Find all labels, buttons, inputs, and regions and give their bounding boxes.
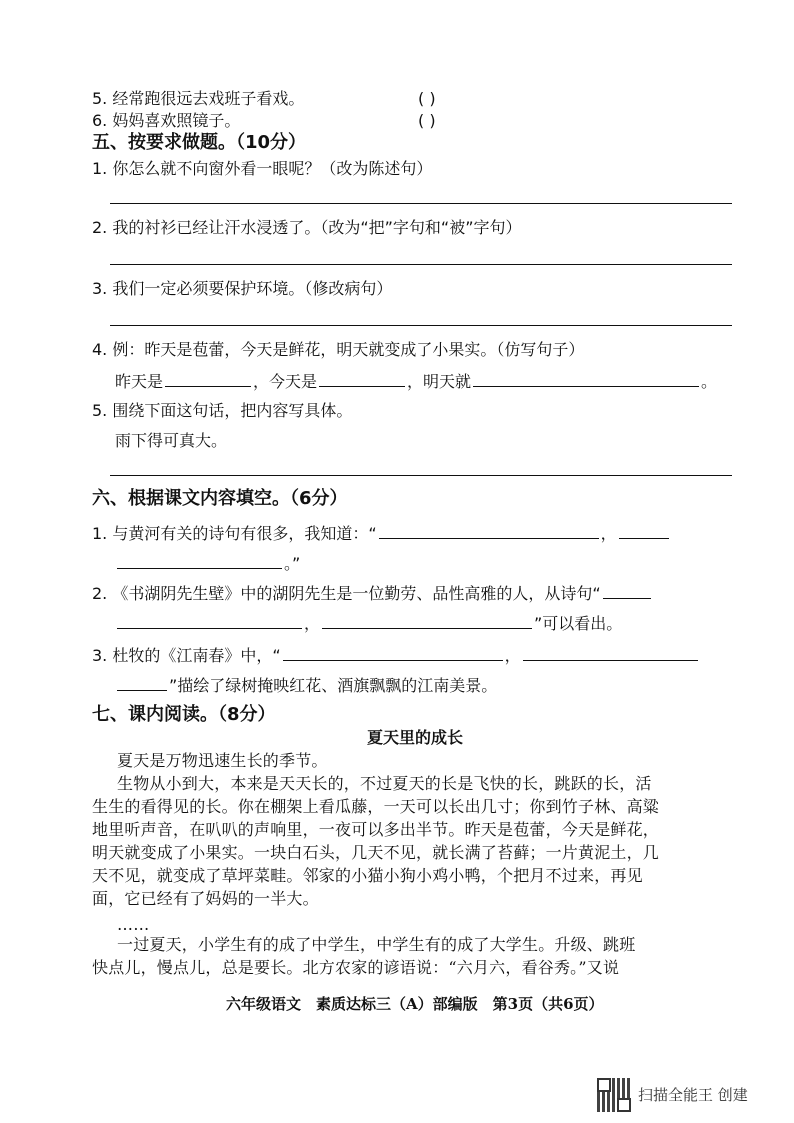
answer-paren-6[interactable]: ( ) [418,111,436,130]
question-5-5: 5. 围绕下面这句话，把内容写具体。 [92,401,353,420]
blank-6-2-b[interactable] [117,612,302,629]
comma-6-3: ， [504,646,521,665]
passage-line: 快点儿，慢点儿，总是要长。北方农家的谚语说：“六月六，看谷秀。”又说 [92,958,620,977]
comma-6-2: ， [304,614,321,633]
passage-line: 生物从小到大，本来是天天长的，不过夏天的长是飞快的长，跳跃的长，活 [117,774,652,793]
question-6-2-cont [115,612,622,635]
imitation-end: 。 [701,372,718,391]
question-5-2: 2. 我的衬衫已经让汗水浸透了。（改为“把”字句和“被”字句） [92,218,522,237]
passage-line: 地里听声音，在叭叭的声响里，一夜可以多出半节。昨天是苞蕾，今天是鲜花， [92,820,660,839]
imitation-prefix-a: 昨天是 [115,372,164,391]
blank-6-3-b[interactable] [523,644,698,661]
question-6-2-end: ”可以看出。 [534,614,623,633]
imitation-row [115,370,717,393]
blank-6-3-c[interactable] [117,674,167,691]
question-6-1 [92,522,671,545]
blank-6-1-c[interactable] [117,552,282,569]
blank-6-3-a[interactable] [283,644,503,661]
blank-6-1-a[interactable] [379,522,599,539]
question-5-3: 3. 我们一定必须要保护环境。（修改病句） [92,279,393,298]
question-6-2 [92,582,653,605]
comma-6-1: ， [600,524,617,543]
question-5-4: 4. 例：昨天是苞蕾，今天是鲜花，明天就变成了小果实。（仿写句子） [92,340,585,359]
passage-line: 一过夏天，小学生有的成了中学生，中学生有的成了大学生。升级、跳班 [117,935,636,954]
question-6-3-cont [115,674,497,697]
question-6-1-text: 1. 与黄河有关的诗句有很多，我知道：“ [92,524,377,543]
question-6-2-text: 2. 《书湖阴先生壁》中的湖阴先生是一位勤劳、品性高雅的人，从诗句“ [92,584,601,603]
imitation-prefix-b: ，今天是 [253,372,318,391]
qr-code-icon [597,1078,631,1112]
passage-line: 明天就变成了小果实。一块白石头，几天不见，就长满了苔藓；一片黄泥土，几 [92,843,660,862]
blank-6-2-c[interactable] [322,612,532,629]
blank-5-4-b[interactable] [319,370,405,387]
question-6-1-end: 。” [284,554,301,573]
blank-6-2-a[interactable] [603,582,651,599]
question-6-3 [92,644,700,667]
passage-line: 夏天是万物迅速生长的季节。 [117,751,328,770]
question-4-5: 5. 经常跑很远去戏班子看戏。 [92,89,305,108]
answer-line-5-1[interactable] [110,203,732,204]
imitation-prefix-c: ，明天就 [407,372,472,391]
answer-line-5-3[interactable] [110,325,732,326]
page-footer: 六年级语文 素质达标三（A）部编版 第3页（共6页） [226,995,604,1013]
question-5-5-sentence: 雨下得可真大。 [115,431,228,450]
scanner-watermark: 扫描全能王 创建 [638,1086,748,1104]
question-6-3-text: 3. 杜牧的《江南春》中，“ [92,646,281,665]
section-5-heading: 五、按要求做题。（10分） [92,132,307,153]
passage-line: 生生的看得见的长。你在棚架上看瓜藤，一天可以长出几寸；你到竹子林、高粱 [92,797,660,816]
passage-title: 夏天里的成长 [367,728,464,747]
passage-ellipsis: …… [117,915,150,934]
answer-line-5-5[interactable] [110,475,732,476]
question-5-1: 1. 你怎么就不向窗外看一眼呢？（改为陈述句） [92,159,433,178]
blank-5-4-c[interactable] [473,370,699,387]
blank-5-4-a[interactable] [165,370,251,387]
blank-6-1-b[interactable] [619,522,669,539]
question-4-6: 6. 妈妈喜欢照镜子。 [92,111,241,130]
answer-paren-5[interactable]: ( ) [418,89,436,108]
section-6-heading: 六、根据课文内容填空。（6分） [92,488,348,509]
passage-line: 面，它已经有了妈妈的一半大。 [92,889,319,908]
question-6-1-cont [115,552,300,575]
section-7-heading: 七、课内阅读。（8分） [92,704,276,725]
question-6-3-end: ”描绘了绿树掩映红花、酒旗飘飘的江南美景。 [169,676,498,695]
passage-line: 天不见，就变成了草坪菜畦。邻家的小猫小狗小鸡小鸭，个把月不过来，再见 [92,866,643,885]
answer-line-5-2[interactable] [110,264,732,265]
